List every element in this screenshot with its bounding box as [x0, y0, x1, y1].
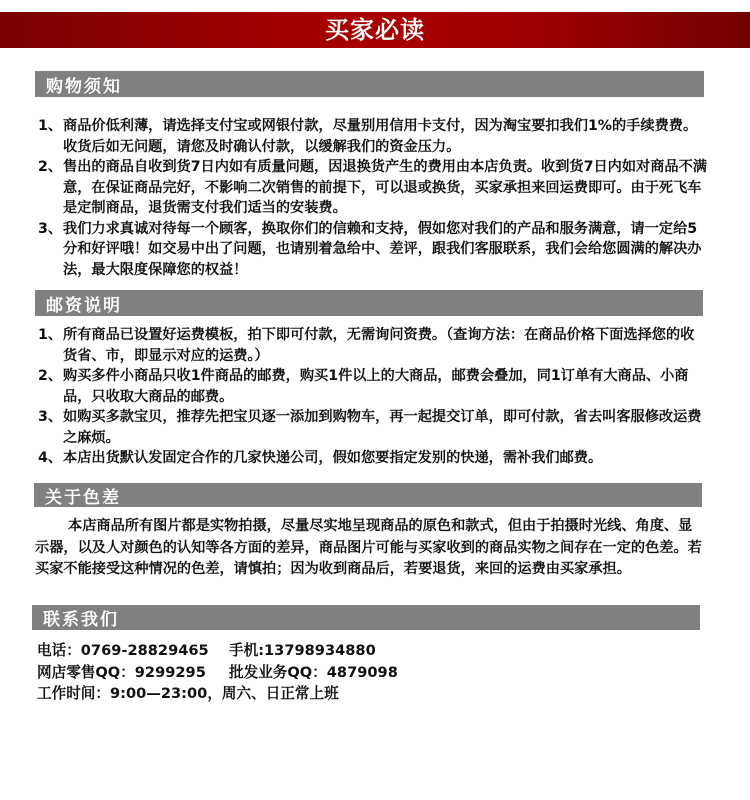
item-number: 1、 [38, 327, 63, 343]
contact-info [37, 640, 697, 705]
item-number: 3、 [38, 409, 63, 425]
section-title-contact: 联系我们 [43, 610, 119, 630]
item-number: 4、 [38, 450, 63, 466]
item-number: 3、 [38, 220, 63, 237]
list-item [38, 116, 708, 157]
section-title-shopping: 购物须知 [46, 76, 122, 97]
contact-row-phones [37, 640, 697, 662]
list-item [38, 325, 708, 366]
list-item [38, 219, 708, 281]
item-text: 商品价低利薄，请选择支付宝或网银付款，尽量别用信用卡支付，因为淘宝要扣我们1%的手续费费。收货后如无问题，请您及时确认付款，以缓解我们的资金压力。 [63, 118, 698, 155]
retail-qq: 网店零售QQ：9299295 [37, 663, 206, 681]
list-item [38, 448, 708, 469]
page-banner [0, 12, 750, 48]
item-text: 购买多件小商品只收1件商品的邮费，购买1件以上的大商品，邮费会叠加，同1订单有大商品、小商品，只收取大商品的邮费。 [63, 368, 689, 405]
list-item [38, 407, 708, 448]
contact-row-qq [37, 662, 697, 684]
list-item [38, 157, 708, 219]
shopping-notice-list [38, 116, 708, 280]
contact-row-hours [37, 683, 697, 705]
item-number: 1、 [38, 118, 63, 134]
section-header-shopping [35, 71, 704, 97]
phone-number: 电话：0769-28829465 [37, 642, 209, 659]
item-text: 本店出货默认发固定合作的几家快递公司，假如您要指定发别的快递，需补我们邮费。 [63, 450, 603, 466]
list-item [38, 366, 708, 407]
page-title: 买家必读 [325, 16, 425, 44]
item-text: 如购买多款宝贝，推荐先把宝贝逐一添加到购物车，再一起提交订单，即可付款，省去叫客服修改运费之麻烦。 [63, 409, 702, 446]
color-diff-paragraph: 本店商品所有图片都是实物拍摄，尽量尽实地呈现商品的原色和款式，但由于拍摄时光线、角度、显示器，以及人对颜色的认知等各方面的差异，商品图片可能与买家收到的商品实物之间存在一定的色差。若买家不能接受这种情况的色差，请慎拍；因为收到商品后，若要退货，来回的运费由买家承担。 [35, 518, 702, 577]
item-text: 我们力求真诚对待每一个顾客，换取你们的信赖和支持，假如您对我们的产品和服务满意，请一定给5分和好评哦！如交易中出了问题，也请别着急给中、差评，跟我们客服联系，我们会给您圆满的解决办法，最大限度保障您的权益！ [63, 220, 702, 278]
section-header-color-diff [34, 483, 702, 507]
wholesale-qq: 批发业务QQ：4879098 [229, 663, 398, 681]
working-hours: 工作时间：9:00—23:00，周六、日正常上班 [37, 685, 339, 702]
section-header-postage [35, 290, 703, 316]
section-title-postage: 邮资说明 [46, 295, 122, 316]
item-number: 2、 [38, 368, 63, 384]
item-number: 2、 [38, 159, 63, 175]
section-header-contact [32, 605, 700, 630]
section-title-color-diff: 关于色差 [45, 487, 121, 508]
mobile-number: 手机:13798934880 [229, 642, 376, 659]
postage-list [38, 325, 708, 469]
item-text: 所有商品已设置好运费模板，拍下即可付款，无需询问资费。（查询方法：在商品价格下面选择您的收货省、市，即显示对应的运费。） [63, 327, 695, 364]
item-text: 售出的商品自收到货7日内如有质量问题，因退换货产生的费用由本店负责。收到货7日内如对商品不满意，在保证商品完好，不影响二次销售的前提下，可以退或换货，买家承担来回运费即可。由于死飞车是定制商品，退货需支付我们适当的安装费。 [63, 159, 707, 216]
